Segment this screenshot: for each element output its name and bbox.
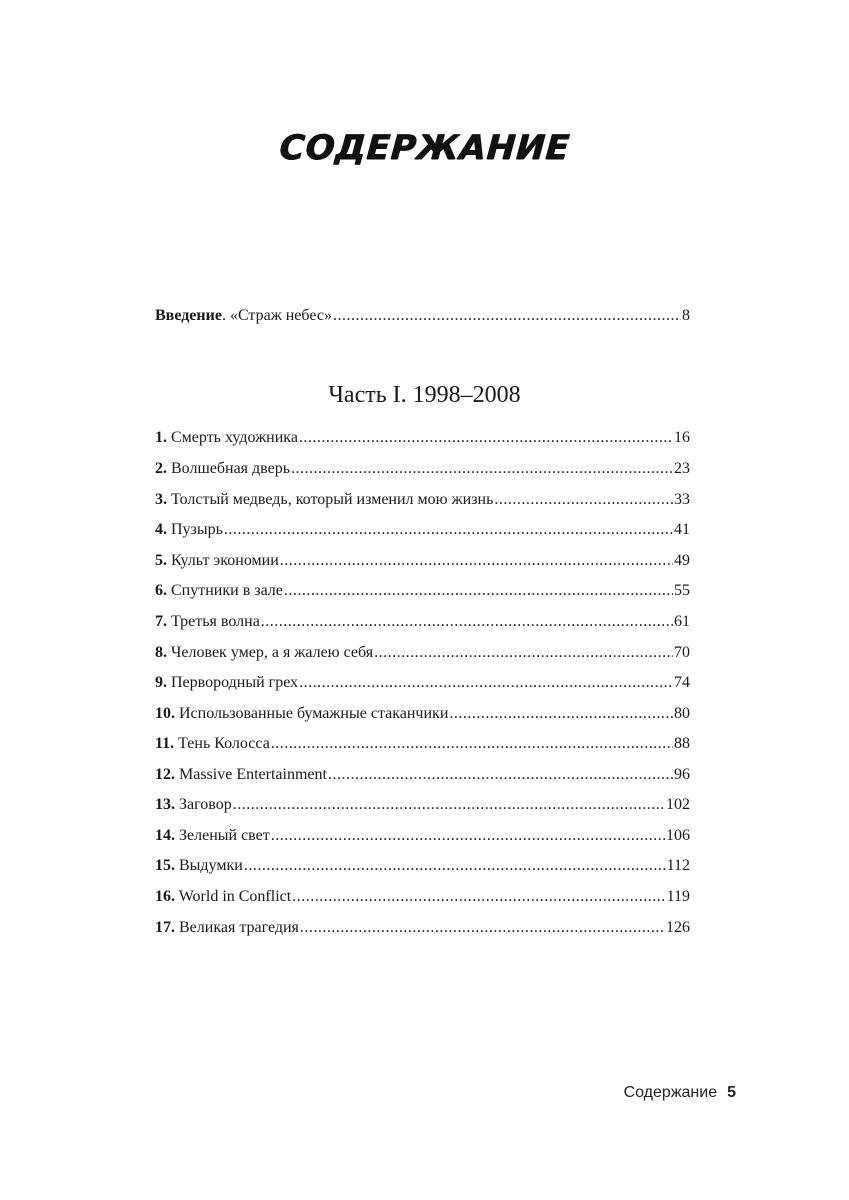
toc-item-number: 5. bbox=[155, 552, 167, 569]
toc-item-page: 49 bbox=[674, 552, 690, 569]
toc-item-title: Первородный грех bbox=[171, 674, 299, 691]
toc-item-title: Человек умер, а я жалею себя bbox=[171, 644, 374, 661]
toc-leader-dots bbox=[224, 517, 673, 543]
toc-item-title: Смерть художника bbox=[171, 429, 298, 446]
toc-item-number: 1. bbox=[155, 429, 167, 446]
toc-item bbox=[155, 517, 690, 543]
toc-item-number: 2. bbox=[155, 460, 167, 477]
toc-item-page: 119 bbox=[666, 888, 690, 905]
toc-item-page: 126 bbox=[666, 919, 690, 936]
toc-item-page: 106 bbox=[666, 827, 690, 844]
toc-item bbox=[155, 792, 690, 818]
toc-item-page: 41 bbox=[674, 521, 690, 538]
toc-item-number: 3. bbox=[155, 491, 167, 508]
toc-item bbox=[155, 731, 690, 757]
toc-item-title: Культ экономии bbox=[171, 552, 279, 569]
toc-item bbox=[155, 456, 690, 482]
toc-item-page: 74 bbox=[674, 674, 690, 691]
toc-item-title: Третья волна bbox=[171, 613, 260, 630]
toc-leader-dots bbox=[292, 884, 665, 910]
toc-item-number: 9. bbox=[155, 674, 167, 691]
toc-item-page: 80 bbox=[674, 705, 690, 722]
toc-leader-dots bbox=[299, 425, 673, 451]
toc-item-number: 11. bbox=[155, 735, 175, 752]
toc-item-title: Толстый медведь, который изменил мою жизнь bbox=[171, 491, 494, 508]
running-footer bbox=[624, 1084, 736, 1102]
toc-item bbox=[155, 823, 690, 849]
toc-leader-dots bbox=[284, 578, 673, 604]
toc-item-page: 70 bbox=[674, 644, 690, 661]
toc-item bbox=[155, 670, 690, 696]
toc-item-page: 55 bbox=[674, 582, 690, 599]
toc-item bbox=[155, 487, 690, 513]
toc-leader-dots bbox=[299, 670, 673, 696]
toc-item bbox=[155, 853, 690, 879]
toc-item-number: 12. bbox=[155, 766, 175, 783]
toc-item-title: Зеленый свет bbox=[179, 827, 270, 844]
toc-item-number: 17. bbox=[155, 919, 175, 936]
toc-item-page: 112 bbox=[666, 857, 690, 874]
toc-item-page: 33 bbox=[674, 491, 690, 508]
toc-leader-dots bbox=[449, 701, 673, 727]
toc-leader-dots bbox=[300, 915, 665, 941]
toc-item-number: 8. bbox=[155, 644, 167, 661]
toc-item-number: 13. bbox=[155, 796, 175, 813]
toc-leader-dots bbox=[233, 792, 665, 818]
toc-item bbox=[155, 762, 690, 788]
toc-item-title: Тень Колосса bbox=[178, 735, 270, 752]
toc-item bbox=[155, 609, 690, 635]
toc-intro-page: 8 bbox=[682, 307, 690, 324]
toc-item-number: 6. bbox=[155, 582, 167, 599]
toc-leader-dots bbox=[374, 640, 673, 666]
toc-item bbox=[155, 425, 690, 451]
toc-item-title: Спутники в зале bbox=[171, 582, 283, 599]
footer-section: Содержание bbox=[623, 1084, 718, 1101]
toc-item-page: 16 bbox=[674, 429, 690, 446]
toc-item-title: Massive Entertainment bbox=[179, 766, 327, 783]
toc-leader-dots bbox=[271, 823, 665, 849]
toc-item-page: 102 bbox=[666, 796, 690, 813]
toc-item bbox=[155, 578, 690, 604]
toc-intro-bold: Введение bbox=[155, 307, 222, 324]
toc-item-title: Волшебная дверь bbox=[171, 460, 291, 477]
part-heading: Часть I. 1998–2008 bbox=[328, 382, 521, 408]
toc-item-number: 10. bbox=[155, 705, 175, 722]
toc-leader-dots bbox=[328, 762, 673, 788]
toc-intro bbox=[155, 303, 690, 329]
toc-item-number: 4. bbox=[155, 521, 167, 538]
toc-item bbox=[155, 915, 690, 941]
toc-item-title: Заговор bbox=[179, 796, 232, 813]
toc-leader-dots bbox=[280, 548, 673, 574]
toc-item bbox=[155, 640, 690, 666]
toc-intro-title: . «Страж небес» bbox=[221, 307, 332, 324]
toc-item-number: 16. bbox=[155, 888, 175, 905]
toc-item-number: 15. bbox=[155, 857, 175, 874]
page-number: 5 bbox=[727, 1084, 736, 1101]
toc-item bbox=[155, 884, 690, 910]
toc-item-title: World in Conflict bbox=[178, 888, 292, 905]
toc-item-title: Использованные бумажные стаканчики bbox=[179, 705, 449, 722]
toc-leader-dots bbox=[494, 487, 673, 513]
toc-item-page: 23 bbox=[674, 460, 690, 477]
toc-item-page: 61 bbox=[674, 613, 690, 630]
toc-item-page: 88 bbox=[674, 735, 690, 752]
toc-leader-dots bbox=[271, 731, 673, 757]
toc-item-number: 14. bbox=[155, 827, 175, 844]
toc-item-title: Пузырь bbox=[171, 521, 223, 538]
toc-leader-dots bbox=[333, 303, 681, 329]
toc-item-number: 7. bbox=[155, 613, 167, 630]
toc-item-title: Великая трагедия bbox=[179, 919, 299, 936]
toc-leader-dots bbox=[261, 609, 673, 635]
toc-item-title: Выдумки bbox=[179, 857, 243, 874]
toc-intro-label bbox=[155, 303, 332, 329]
toc-leader-dots bbox=[291, 456, 673, 482]
toc-item bbox=[155, 548, 690, 574]
toc-item bbox=[155, 701, 690, 727]
page-title: СОДЕРЖАНИЕ bbox=[277, 128, 572, 168]
toc-item-page: 96 bbox=[674, 766, 690, 783]
toc-leader-dots bbox=[244, 853, 666, 879]
